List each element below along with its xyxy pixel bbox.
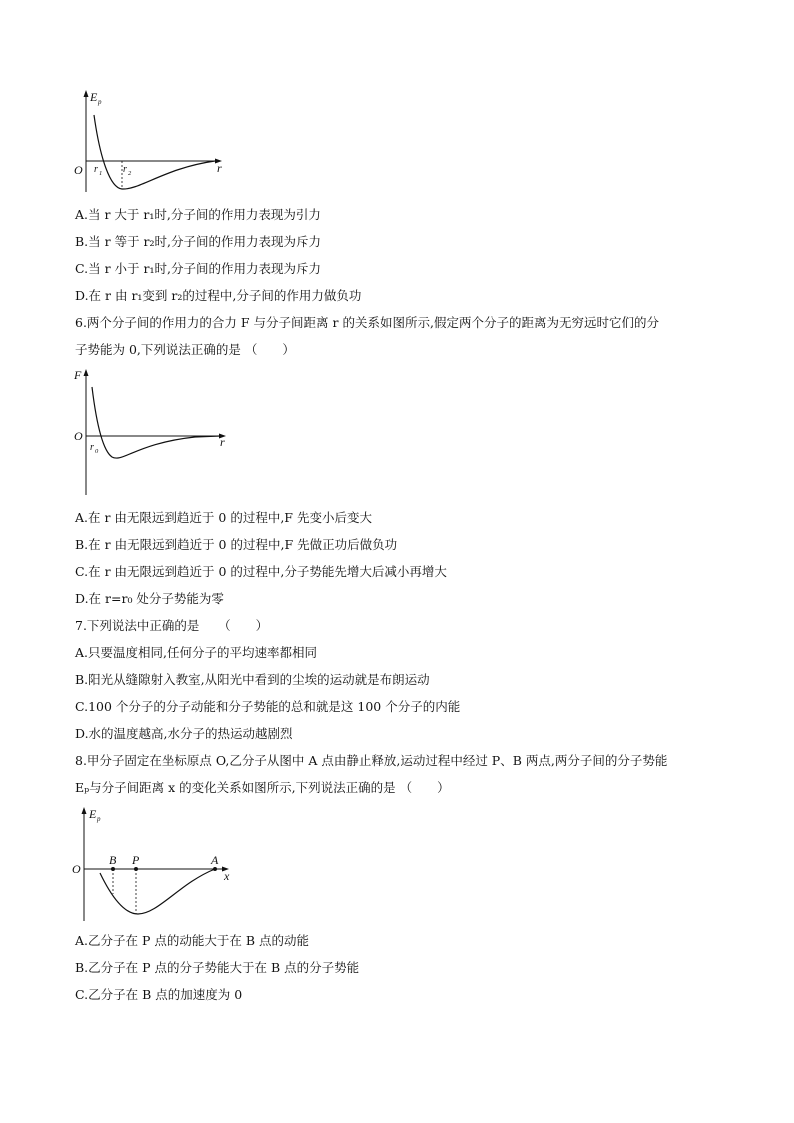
figure-ep-x-curve xyxy=(70,803,245,929)
y-axis-label: E xyxy=(89,807,97,821)
q8-option-b: B.乙分子在 P 点的分子势能大于在 B 点的分子势能 xyxy=(75,960,360,975)
r2-label-sub: 2 xyxy=(128,170,132,177)
figure-f-r-curve xyxy=(70,365,230,504)
figure-ep-r-curve-1 xyxy=(70,88,230,202)
point-a-dot xyxy=(213,867,217,871)
q6-option-d: D.在 r=r₀ 处分子势能为零 xyxy=(75,591,224,606)
r0-label-sub: 0 xyxy=(95,448,99,455)
point-p-dot xyxy=(134,867,138,871)
q5-option-c: C.当 r 小于 r₁时,分子间的作用力表现为斥力 xyxy=(75,261,321,276)
q5-option-d: D.在 r 由 r₁变到 r₂的过程中,分子间的作用力做负功 xyxy=(75,288,362,303)
r1-label-sub: 1 xyxy=(99,170,103,177)
q8-stem-line2: Eₚ与分子间距离 x 的变化关系如图所示,下列说法正确的是 （ ） xyxy=(75,780,450,795)
point-b-label: B xyxy=(109,853,117,867)
q5-option-b: B.当 r 等于 r₂时,分子间的作用力表现为斥力 xyxy=(75,234,322,249)
x-axis-label: r xyxy=(220,435,225,449)
point-b-dot xyxy=(111,867,115,871)
q7-option-b: B.阳光从缝隙射入教室,从阳光中看到的尘埃的运动就是布朗运动 xyxy=(75,672,430,687)
origin-label: O xyxy=(74,429,83,443)
r1-label: r xyxy=(94,164,98,175)
q7-stem: 7.下列说法中正确的是 （ ） xyxy=(75,618,269,633)
origin-label: O xyxy=(74,163,83,177)
q7-option-c: C.100 个分子的分子动能和分子势能的总和就是这 100 个分子的内能 xyxy=(75,699,461,714)
q5-option-a: A.当 r 大于 r₁时,分子间的作用力表现为引力 xyxy=(75,207,321,222)
q8-option-a: A.乙分子在 P 点的动能大于在 B 点的动能 xyxy=(75,933,309,948)
q8-option-c: C.乙分子在 B 点的加速度为 0 xyxy=(75,987,243,1002)
q6-option-a: A.在 r 由无限远到趋近于 0 的过程中,F 先变小后变大 xyxy=(75,510,372,525)
y-axis-arrow xyxy=(82,807,87,814)
q7-option-a: A.只要温度相同,任何分子的平均速率都相同 xyxy=(75,645,317,660)
y-axis-arrow xyxy=(84,369,89,376)
y-axis-label-sub: p xyxy=(97,815,101,823)
force-curve xyxy=(92,387,220,458)
r2-label: r xyxy=(123,164,127,175)
y-axis-label: E xyxy=(90,90,98,104)
q6-stem-line1: 6.两个分子间的作用力的合力 F 与分子间距离 r 的关系如图所示,假定两个分子的距离为无穷远时它们的分 xyxy=(75,315,659,330)
x-axis-label: x xyxy=(224,869,230,883)
x-axis-label: r xyxy=(217,161,222,175)
point-p-label: P xyxy=(132,853,140,867)
y-axis-label-sub: p xyxy=(98,98,102,106)
y-axis-label: F xyxy=(74,368,82,382)
point-a-label: A xyxy=(211,853,219,867)
origin-label: O xyxy=(72,862,81,876)
ep-curve xyxy=(94,115,215,189)
r0-label: r xyxy=(90,442,94,453)
ep-curve xyxy=(100,869,215,914)
q8-stem-line1: 8.甲分子固定在坐标原点 O,乙分子从图中 A 点由静止释放,运动过程中经过 P、B 两点,两分子间的分子势能 xyxy=(75,753,668,768)
q6-stem-line2: 子势能为 0,下列说法正确的是 （ ） xyxy=(75,342,295,357)
q6-option-b: B.在 r 由无限远到趋近于 0 的过程中,F 先做正功后做负功 xyxy=(75,537,398,552)
q7-option-d: D.水的温度越高,水分子的热运动越剧烈 xyxy=(75,726,293,741)
q6-option-c: C.在 r 由无限远到趋近于 0 的过程中,分子势能先增大后减小再增大 xyxy=(75,564,447,579)
y-axis-arrow xyxy=(84,90,89,97)
